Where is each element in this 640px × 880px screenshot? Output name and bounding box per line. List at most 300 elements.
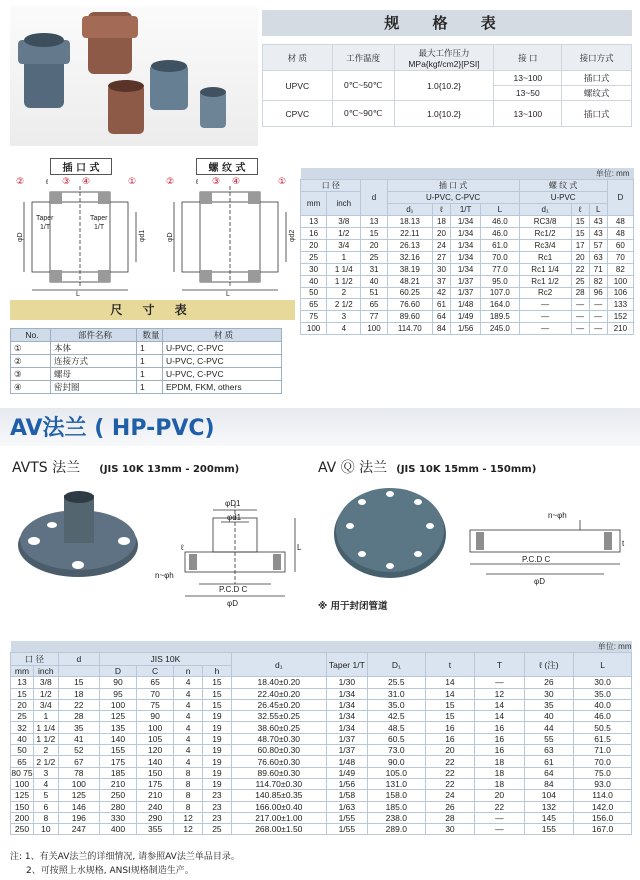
flange-row-cell: 146 — [58, 801, 99, 812]
thread-section-diagram — [160, 172, 300, 296]
flange-row-cell: 44 — [524, 722, 573, 733]
col-d: d — [361, 180, 387, 216]
flange-row-cell: 35 — [524, 699, 573, 710]
svg-text:t: t — [622, 539, 625, 548]
union-row-cell: 210 — [607, 323, 633, 335]
flange-row-cell: 70.0 — [574, 756, 632, 767]
flange-row-cell: 210 — [137, 790, 174, 801]
flange-row-cell: 8 — [174, 801, 203, 812]
flange-row-cell: 4 — [174, 677, 203, 688]
dim-l-label: ℓ — [46, 179, 49, 186]
flange-row-cell: 22 — [425, 756, 474, 767]
flange-row — [11, 733, 632, 744]
flange-row-cell: 142.0 — [574, 801, 632, 812]
union-row-cell: 1 — [327, 251, 361, 263]
union-row-cell: 51 — [361, 287, 387, 299]
flange-row-cell: 1/37 — [326, 745, 367, 756]
flange-row-cell: 70 — [137, 688, 174, 699]
col-d1-thread: d₁ — [519, 204, 571, 216]
flange-row-cell: 15 — [203, 699, 232, 710]
socket-section-diagram — [10, 172, 150, 296]
flange-row-cell: 4 — [174, 711, 203, 722]
union-row-cell: — — [519, 323, 571, 335]
flange-row-cell: 355 — [137, 824, 174, 835]
union-row — [301, 239, 634, 251]
flange-row-cell: 48.5 — [367, 722, 425, 733]
union-row-cell: Rc2 — [519, 287, 571, 299]
avts-flange-diagram — [155, 480, 305, 610]
col-D-2: D — [99, 666, 136, 677]
col-l: ℓ — [432, 204, 450, 216]
flange-row-cell: 20 — [11, 699, 34, 710]
col-taper: 1/T — [451, 204, 481, 216]
flange-row-cell: 73.0 — [367, 745, 425, 756]
col-l-2: ℓ (注) — [524, 653, 573, 677]
flange-row-cell: 1/34 — [326, 699, 367, 710]
col-socket: 插 口 式 — [387, 180, 519, 192]
union-row-cell: 77.0 — [481, 263, 519, 275]
union-row-cell: 75 — [301, 311, 327, 323]
flange-row-cell: 6 — [33, 801, 58, 812]
union-row-cell: 46.0 — [481, 228, 519, 240]
part-row-cell: 1 — [137, 368, 163, 381]
flange-row-cell: 23 — [203, 801, 232, 812]
union-row-cell: 164.0 — [481, 299, 519, 311]
flange-row-cell: 16 — [425, 722, 474, 733]
flange-row-cell: 8 — [174, 778, 203, 789]
flange-row — [11, 801, 632, 812]
avq-name: AV Ⓠ 法兰 — [318, 460, 388, 476]
union-row-cell: 50 — [301, 287, 327, 299]
flange-row-cell: 10 — [33, 824, 58, 835]
parts-table — [10, 328, 282, 394]
flange-row-cell: 12 — [475, 688, 524, 699]
flange-row-cell: 15 — [58, 677, 99, 688]
union-row-cell: 30 — [301, 263, 327, 275]
part-row-cell: 连接方式 — [51, 355, 137, 368]
union-row-cell: 76.60 — [387, 299, 432, 311]
union-row-cell: 18 — [432, 216, 450, 228]
union-row-cell: 25 — [301, 251, 327, 263]
callout-3: ③ — [62, 177, 71, 187]
spec-mode: 插口式 — [562, 101, 632, 127]
taper-ratio-left: 1/T — [40, 224, 51, 231]
flange-row-cell: 18 — [475, 767, 524, 778]
flange-row-cell: 1/37 — [326, 733, 367, 744]
spec-size: 13~100 — [494, 71, 562, 86]
union-row-cell: 18.13 — [387, 216, 432, 228]
flange-row-cell: 26 — [524, 677, 573, 688]
flange-row-cell: 1 — [33, 711, 58, 722]
flange-row-cell: 217.00±1.00 — [231, 812, 326, 823]
flange-row-cell: 145 — [524, 812, 573, 823]
flange-row-cell: 330 — [99, 812, 136, 823]
flange-row-cell: 125 — [11, 790, 34, 801]
flange-row-cell: 1 1/4 — [33, 722, 58, 733]
union-row-cell: Rc3/4 — [519, 239, 571, 251]
union-row-cell: 15 — [571, 228, 589, 240]
col-L: L — [481, 204, 519, 216]
union-row-cell: 40 — [301, 275, 327, 287]
spec-header-temp: 工作温度 — [332, 45, 394, 71]
part-row — [11, 368, 282, 381]
svg-text:③: ③ — [212, 177, 221, 187]
avq-flange-diagram — [462, 500, 632, 590]
flange-row-cell: 15 — [203, 688, 232, 699]
socket-drawing — [10, 158, 150, 298]
union-row-cell: 61.0 — [481, 239, 519, 251]
spec-header-size: 接 口 — [494, 45, 562, 71]
union-row — [301, 228, 634, 240]
union-row-cell: 20 — [361, 239, 387, 251]
part-row — [11, 355, 282, 368]
part-row-cell: U-PVC, C-PVC — [163, 368, 282, 381]
union-row-cell: 30 — [432, 263, 450, 275]
union-row-cell: 1/56 — [451, 323, 481, 335]
union-row-cell: 1/34 — [451, 228, 481, 240]
flange-row-cell: 150 — [137, 767, 174, 778]
union-row-cell: — — [589, 323, 607, 335]
part-row-cell: EPDM, FKM, others — [163, 381, 282, 394]
flange-row-cell: 8 — [33, 812, 58, 823]
union-row-cell: — — [589, 311, 607, 323]
flange-row-cell: 22 — [425, 778, 474, 789]
flange-row-cell: 60.80±0.30 — [231, 745, 326, 756]
spec-mode: 螺纹式 — [562, 86, 632, 101]
union-row-cell: 46.0 — [481, 216, 519, 228]
taper-ratio-right: 1/T — [94, 224, 105, 231]
avq-standard: (JIS 10K 15mm - 150mm) — [396, 464, 537, 475]
flange-row-cell: 100 — [137, 722, 174, 733]
flange-row-cell: 4 — [174, 688, 203, 699]
union-row-cell: 1 1/2 — [327, 275, 361, 287]
flange-row-cell: 4 — [174, 699, 203, 710]
taper-label-left: Taper — [36, 215, 54, 222]
flange-row-cell: 1/49 — [326, 767, 367, 778]
flange-row-cell: 120 — [137, 745, 174, 756]
union-row-cell: 26.13 — [387, 239, 432, 251]
union-row-cell: 84 — [432, 323, 450, 335]
parts-header-material: 材 质 — [163, 329, 282, 342]
flange-row-cell: 61 — [524, 756, 573, 767]
socket-label: 插 口 式 — [50, 158, 112, 175]
flange-row-cell: 40 — [524, 711, 573, 722]
union-row-cell: Rc1/2 — [519, 228, 571, 240]
flange-row-cell: 40 — [11, 733, 34, 744]
parts-header-no: No. — [11, 329, 51, 342]
flange-row-cell: 100 — [58, 778, 99, 789]
flange-row-cell: 140.85±0.35 — [231, 790, 326, 801]
flange-row-cell: 210 — [99, 778, 136, 789]
flange-row-cell: 1/58 — [326, 790, 367, 801]
flange-row-cell: 155 — [524, 824, 573, 835]
note-1: 注: 1、有关AV法兰的详细情况, 请参照AV法兰单品目录。 — [10, 852, 240, 862]
flange-row-cell: 135 — [99, 722, 136, 733]
part-row — [11, 342, 282, 355]
union-row-cell: 43 — [589, 228, 607, 240]
svg-text:ℓ: ℓ — [196, 179, 199, 186]
flange-row-cell: 25.5 — [367, 677, 425, 688]
union-row — [301, 287, 634, 299]
part-row-cell: ① — [11, 342, 51, 355]
flange-row-cell: 18 — [58, 688, 99, 699]
flange-row-cell: 400 — [99, 824, 136, 835]
flange-row-cell: — — [475, 812, 524, 823]
flange-row-cell: 16 — [475, 733, 524, 744]
flange-row-cell: 90 — [137, 711, 174, 722]
flange-row-cell: 67 — [58, 756, 99, 767]
flange-row-cell: 80 75 — [11, 767, 33, 778]
flange-row-cell: 167.0 — [574, 824, 632, 835]
flange-row-cell: 14 — [475, 711, 524, 722]
flange-row-cell: 23 — [203, 790, 232, 801]
union-row-cell: 3/4 — [327, 239, 361, 251]
union-row-cell: 4 — [327, 323, 361, 335]
svg-text:P.C.D C: P.C.D C — [219, 585, 248, 594]
flange-row-cell: 1/55 — [326, 812, 367, 823]
flange-row-cell: 196 — [58, 812, 99, 823]
flange-row-cell: 1/34 — [326, 688, 367, 699]
svg-text:φD: φD — [227, 599, 238, 608]
svg-text:L: L — [226, 291, 230, 296]
flange-row-cell: 12 — [174, 812, 203, 823]
flange-row-cell: 95 — [99, 688, 136, 699]
flange-row-cell: 19 — [203, 745, 232, 756]
flange-row-cell: 105 — [137, 733, 174, 744]
col-mat-thread: U-PVC — [519, 192, 607, 204]
footnotes — [10, 850, 240, 878]
union-row-cell: 1/48 — [451, 299, 481, 311]
union-row-cell: 71 — [589, 263, 607, 275]
flange-row-cell: 90.0 — [367, 756, 425, 767]
flange-row-cell: 16 — [425, 733, 474, 744]
flange-row-cell: 19 — [203, 778, 232, 789]
svg-text:①: ① — [278, 177, 287, 187]
union-row-cell: 133 — [607, 299, 633, 311]
flange-row-cell: 238.0 — [367, 812, 425, 823]
flange-row-cell: 55 — [524, 733, 573, 744]
part-row — [11, 381, 282, 394]
union-row-cell: 64 — [432, 311, 450, 323]
union-row — [301, 275, 634, 287]
flange-row-cell: 250 — [99, 790, 136, 801]
flange-row — [11, 790, 632, 801]
avts-heading — [12, 457, 239, 477]
flange-row-cell: 131.0 — [367, 778, 425, 789]
part-row-cell: U-PVC, C-PVC — [163, 355, 282, 368]
union-row-cell: 65 — [301, 299, 327, 311]
spec-size: 13~50 — [494, 86, 562, 101]
union-row-cell: 42 — [432, 287, 450, 299]
union-row-cell: 96 — [589, 287, 607, 299]
flange-row-cell: 132 — [524, 801, 573, 812]
flange-row-cell: 42.5 — [367, 711, 425, 722]
flange-row-cell: 35 — [58, 722, 99, 733]
spec-mode: 插口式 — [562, 71, 632, 86]
union-row-cell: 107.0 — [481, 287, 519, 299]
union-row-cell: 20 — [432, 228, 450, 240]
col-taper-2: Taper 1/T — [326, 653, 367, 677]
union-row-cell: 22.11 — [387, 228, 432, 240]
taper-label-right: Taper — [90, 215, 108, 222]
union-row-cell: — — [571, 323, 589, 335]
flange-row-cell: 40.0 — [574, 699, 632, 710]
flange-row-cell: 105.0 — [367, 767, 425, 778]
spec-temp: 0℃~50℃ — [332, 71, 394, 101]
flange-row-cell: 63 — [524, 745, 573, 756]
union-row-cell: 32.16 — [387, 251, 432, 263]
flange-row-cell: 100 — [11, 778, 34, 789]
col-d-spacer — [58, 666, 99, 677]
flange-row-cell: 1/34 — [326, 722, 367, 733]
part-row-cell: 本体 — [51, 342, 137, 355]
union-row-cell: 13 — [301, 216, 327, 228]
flange-row-cell: 185 — [99, 767, 136, 778]
union-row-cell: 1/34 — [451, 251, 481, 263]
thread-drawing — [160, 158, 300, 298]
flange-row-cell: 19 — [203, 733, 232, 744]
union-row-cell: 57 — [589, 239, 607, 251]
flange-row-cell: 114.0 — [574, 790, 632, 801]
avq-heading — [318, 457, 536, 477]
col-n: n — [174, 666, 203, 677]
flange-row — [11, 812, 632, 823]
flange-row-cell: 32.55±0.25 — [231, 711, 326, 722]
flange-row-cell: 22 — [475, 801, 524, 812]
spec-table — [262, 44, 632, 127]
union-row-cell: 82 — [589, 275, 607, 287]
flange-row-cell: 20 — [475, 790, 524, 801]
col-mm-2: mm — [11, 666, 34, 677]
flange-row-cell: 2 1/2 — [33, 756, 58, 767]
flange-row — [11, 688, 632, 699]
union-row — [301, 216, 634, 228]
flange-row-cell: 19 — [203, 767, 232, 778]
flange-row-cell: 1/48 — [326, 756, 367, 767]
union-row-cell: 60.25 — [387, 287, 432, 299]
part-row-cell: 1 — [137, 381, 163, 394]
union-row-cell: 1/37 — [451, 275, 481, 287]
callout-4: ④ — [82, 177, 91, 187]
union-row-cell: 1/2 — [327, 228, 361, 240]
union-fittings-image — [10, 6, 258, 146]
union-row-cell: 20 — [571, 251, 589, 263]
svg-text:φd2: φd2 — [289, 229, 296, 242]
union-row-cell: 25 — [361, 251, 387, 263]
flange-row-cell: 125 — [58, 790, 99, 801]
flange-row — [11, 699, 632, 710]
flange-row-cell: 18 — [475, 778, 524, 789]
union-row-cell: 15 — [571, 216, 589, 228]
col-t: t — [425, 653, 474, 677]
flange-row-cell: 200 — [11, 812, 34, 823]
flange-row-cell: 12 — [174, 824, 203, 835]
flange-row-cell: 65 — [137, 677, 174, 688]
flange-row-cell: 22 — [58, 699, 99, 710]
svg-text:L: L — [297, 543, 302, 552]
flange-row-cell: 280 — [99, 801, 136, 812]
dim-d1-label: φd1 — [139, 229, 146, 242]
flange-row-cell: 155 — [99, 745, 136, 756]
flange-row-cell: 4 — [174, 733, 203, 744]
flange-row-cell: 240 — [137, 801, 174, 812]
flange-row-cell: 175 — [99, 756, 136, 767]
union-row — [301, 323, 634, 335]
union-row-cell: 38.19 — [387, 263, 432, 275]
flange-row-cell: 75.0 — [574, 767, 632, 778]
flange-row-cell: 3/4 — [33, 699, 58, 710]
flange-row-cell: 13 — [11, 677, 34, 688]
flange-row — [11, 778, 632, 789]
union-row — [301, 263, 634, 275]
flange-row-cell: 289.0 — [367, 824, 425, 835]
flange-row-cell: 15 — [203, 677, 232, 688]
union-row-cell: 31 — [361, 263, 387, 275]
product-photo — [10, 6, 258, 146]
flange-row-cell: 15 — [425, 711, 474, 722]
flange-row-cell: 5 — [33, 790, 58, 801]
flange-row-cell: 60.5 — [367, 733, 425, 744]
union-row-cell: 70.0 — [481, 251, 519, 263]
callout-1: ① — [128, 177, 137, 187]
flange-row-cell: — — [475, 677, 524, 688]
col-L-2: L — [574, 653, 632, 677]
union-row-cell: 3/8 — [327, 216, 361, 228]
col-d1: d₁ — [387, 204, 432, 216]
col-L-thread: L — [589, 204, 607, 216]
callout-2: ② — [16, 177, 25, 187]
union-row-cell: 63 — [589, 251, 607, 263]
union-row-cell: 95.0 — [481, 275, 519, 287]
union-row-cell: 1/34 — [451, 263, 481, 275]
spec-title: 规 格 表 — [262, 10, 632, 36]
col-C: C — [137, 666, 174, 677]
svg-text:φD1: φD1 — [225, 499, 241, 508]
union-row-cell: 100 — [607, 275, 633, 287]
flange-row-cell: 18.40±0.20 — [231, 677, 326, 688]
union-row-cell: 1/34 — [451, 239, 481, 251]
flange-row-cell: 38.60±0.25 — [231, 722, 326, 733]
col-d1-2: d₁ — [231, 653, 326, 677]
flange-row-cell: 290 — [137, 812, 174, 823]
flange-row-cell: 104 — [524, 790, 573, 801]
flange-row-cell: 76.60±0.30 — [231, 756, 326, 767]
flange-row-cell: 16 — [475, 745, 524, 756]
avts-flange-image — [12, 485, 150, 581]
union-row-cell: Rc1 — [519, 251, 571, 263]
flange-row-cell: 1 1/2 — [33, 733, 58, 744]
spec-material: UPVC — [263, 71, 333, 101]
flange-row-cell: 1/55 — [326, 824, 367, 835]
flange-row-cell: 19 — [203, 756, 232, 767]
svg-text:P.C.D C: P.C.D C — [522, 555, 551, 564]
union-row-cell: 20 — [301, 239, 327, 251]
flange-row-cell: 61.5 — [574, 733, 632, 744]
flange-row-cell: 48.70±0.30 — [231, 733, 326, 744]
flange-row-cell: 30 — [524, 688, 573, 699]
unit-label-2: 单位: mm — [11, 641, 632, 653]
flange-row-cell: 1/30 — [326, 677, 367, 688]
part-row-cell: U-PVC, C-PVC — [163, 342, 282, 355]
union-row-cell: 61 — [432, 299, 450, 311]
unit-label: 单位: mm — [301, 168, 634, 180]
svg-text:n~φh: n~φh — [155, 571, 174, 580]
flange-row-cell: 100 — [99, 699, 136, 710]
flange-row-cell: 14 — [425, 677, 474, 688]
svg-text:④: ④ — [232, 177, 241, 187]
union-row-cell: 48 — [607, 216, 633, 228]
flange-row-cell: 8 — [174, 767, 203, 778]
